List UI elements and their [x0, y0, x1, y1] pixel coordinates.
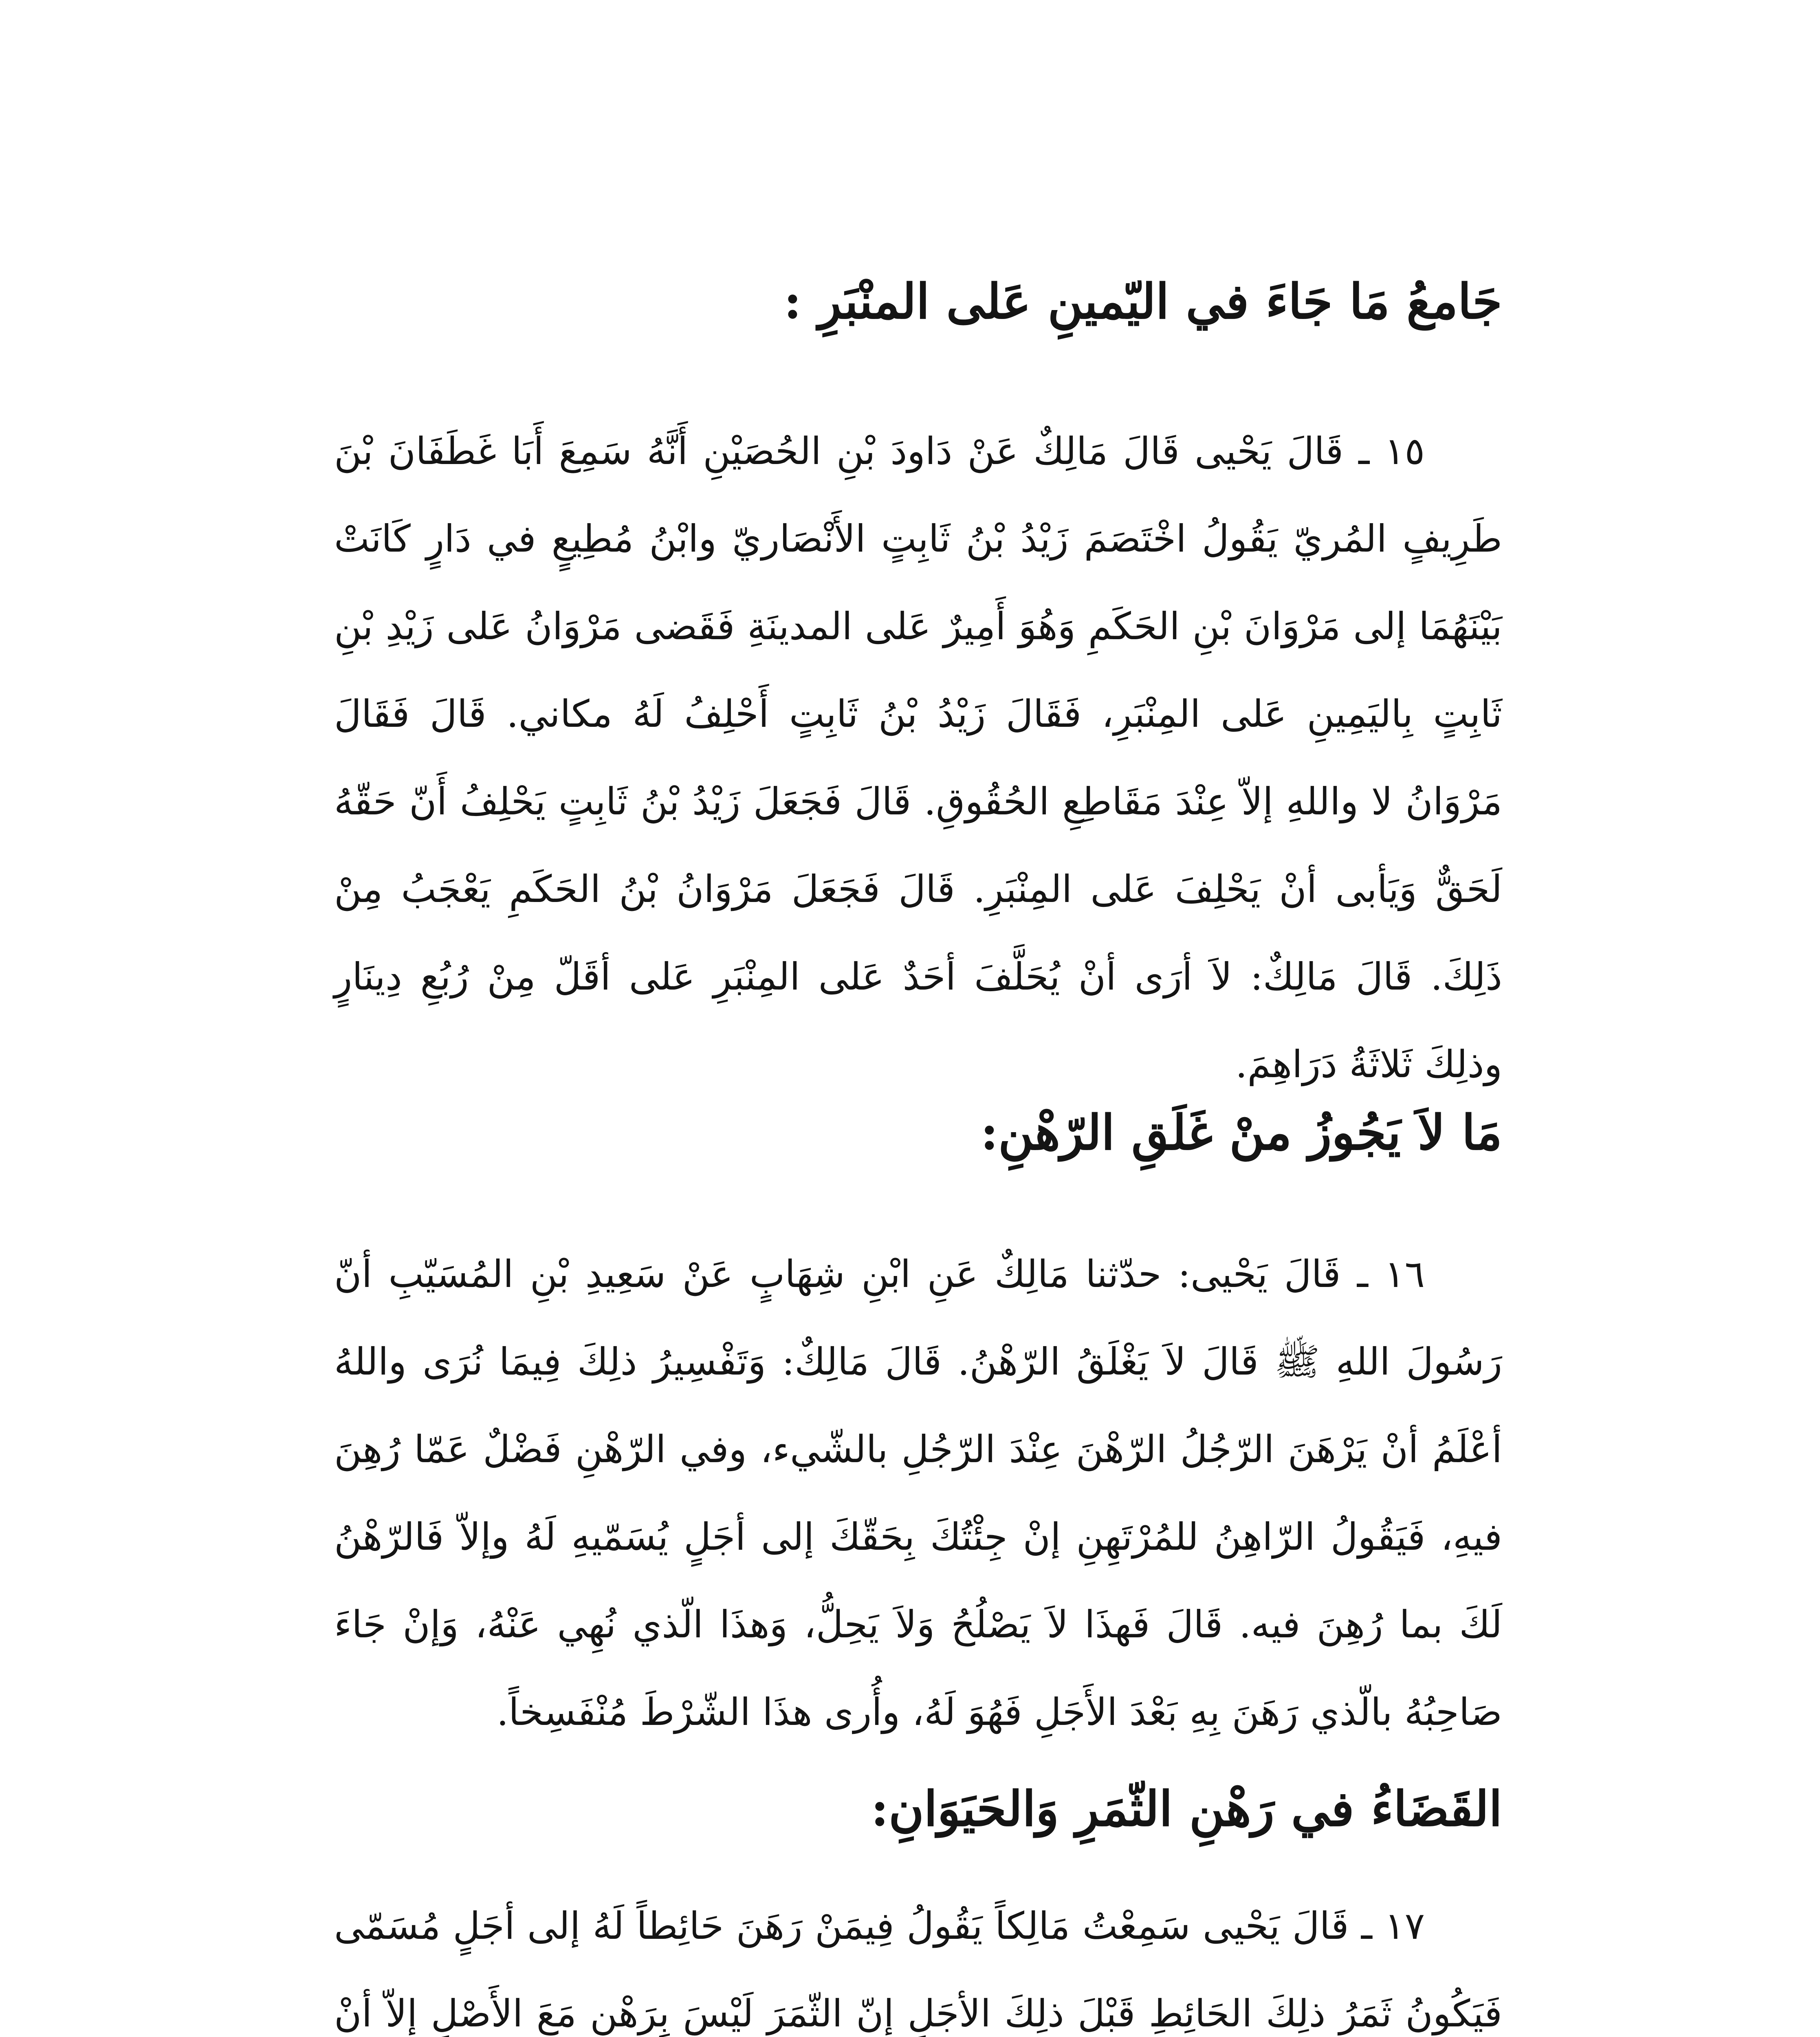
- section-heading-1: جَامعُ مَا جَاءَ في اليّمينِ عَلى المنْبَرِ :: [783, 273, 1502, 330]
- section-heading-2: مَا لاَ يَجُوزُ منْ غَلَقِ الرّهْنِ:: [980, 1104, 1502, 1161]
- paragraph-15-text: ١٥ ـ قَالَ يَحْيى قَالَ مَالِكٌ عَنْ دَاودَ بْنِ الحُصَيْنِ أَنَّهُ سَمِعَ أَبَا غَطَفَانَ بْنَ طَرِيفٍ المُريّ يَقُولُ اخْتَصَمَ زَيْدُ بْنُ ثَابِتٍ الأَنْصَاريّ وابْنُ مُطِيعٍ في دَارٍ كَانَتْ بَيْنَهُمَا إلى مَرْوَانَ بْنِ الحَكَمِ وَهُوَ أَمِيرٌ عَلى المدينَةِ فَقَضى مَرْوَانُ عَلى زَيْدِ بْنِ ثَابِتٍ بِاليَمِينِ عَلى المِنْبَرِ، فَقَالَ زَيْدُ بْنُ ثَابِتٍ أَحْلِفُ لَهُ مكاني. قَالَ فَقَالَ مَرْوَانُ لا واللهِ إلاّ عِنْدَ مَقَاطِعِ الحُقُوقِ. قَالَ فَجَعَلَ زَيْدُ بْنُ ثَابِتٍ يَحْلِفُ أَنّ حَقّهُ لَحَقٌّ وَيَأبى أنْ يَحْلِفَ عَلى المِنْبَرِ. قَالَ فَجَعَلَ مَرْوَانُ بْنُ الحَكَمِ يَعْجَبُ مِنْ ذَلِكَ. قَالَ مَالِكٌ: لاَ أرَى أنْ يُحَلَّفَ أحَدٌ عَلى المِنْبَرِ عَلى أقَلّ مِنْ رُبُعِ دِينَارٍ وذلِكَ ثَلاثَةُ دَرَاهِمَ.: [334, 429, 1502, 1086]
- paragraph-16: [334, 1230, 1502, 1756]
- section-heading-3: القَضَاءُ في رَهْنِ الثّمَرِ وَالحَيَوَانِ:: [871, 1780, 1502, 1837]
- paragraph-17: [334, 1882, 1502, 2037]
- paragraph-15: [334, 407, 1502, 1108]
- paragraph-17-text: ١٧ ـ قَالَ يَحْيى سَمِعْتُ مَالِكاً يَقُولُ فِيمَنْ رَهَنَ حَائِطاً لَهُ إلى أجَلٍ مُسَمّى فَيَكُونُ ثَمَرُ ذلِكَ الحَائِطِ قَبْلَ ذلِكَ الأجَلِ إنّ الثّمَرَ لَيْسَ بِرَهْنٍ مَعَ الأَصْلِ إلاّ أنْ: [334, 1904, 1502, 2035]
- paragraph-16-text: ١٦ ـ قَالَ يَحْيى: حدّثنا مَالِكٌ عَنِ ابْنِ شِهَابٍ عَنْ سَعِيدِ بْنِ المُسَيّبِ أنّ رَسُولَ اللهِ ﷺ قَالَ لاَ يَغْلَقُ الرّهْنُ. قَالَ مَالِكٌ: وَتَفْسِيرُ ذلِكَ فِيمَا نُرَى واللهُ أعْلَمُ أنْ يَرْهَنَ الرّجُلُ الرّهْنَ عِنْدَ الرّجُلِ بالشّيء، وفي الرّهْنِ فَضْلٌ عَمّا رُهِنَ فيهِ، فَيَقُولُ الرّاهِنُ للمُرْتَهِنِ إنْ جِئْتُكَ بِحَقّكَ إلى أجَلٍ يُسَمّيهِ لَهُ وإلاّ فَالرّهْنُ لَكَ بما رُهِنَ فيه. قَالَ فَهذَا لاَ يَصْلُحُ وَلاَ يَحِلُّ، وَهذَا الّذي نُهِي عَنْهُ، وَإنْ جَاءَ صَاحِبُهُ بالّذي رَهَنَ بِهِ بَعْدَ الأَجَلِ فَهُوَ لَهُ، وأُرى هذَا الشّرْطَ مُنْفَسِخاً.: [334, 1252, 1502, 1734]
